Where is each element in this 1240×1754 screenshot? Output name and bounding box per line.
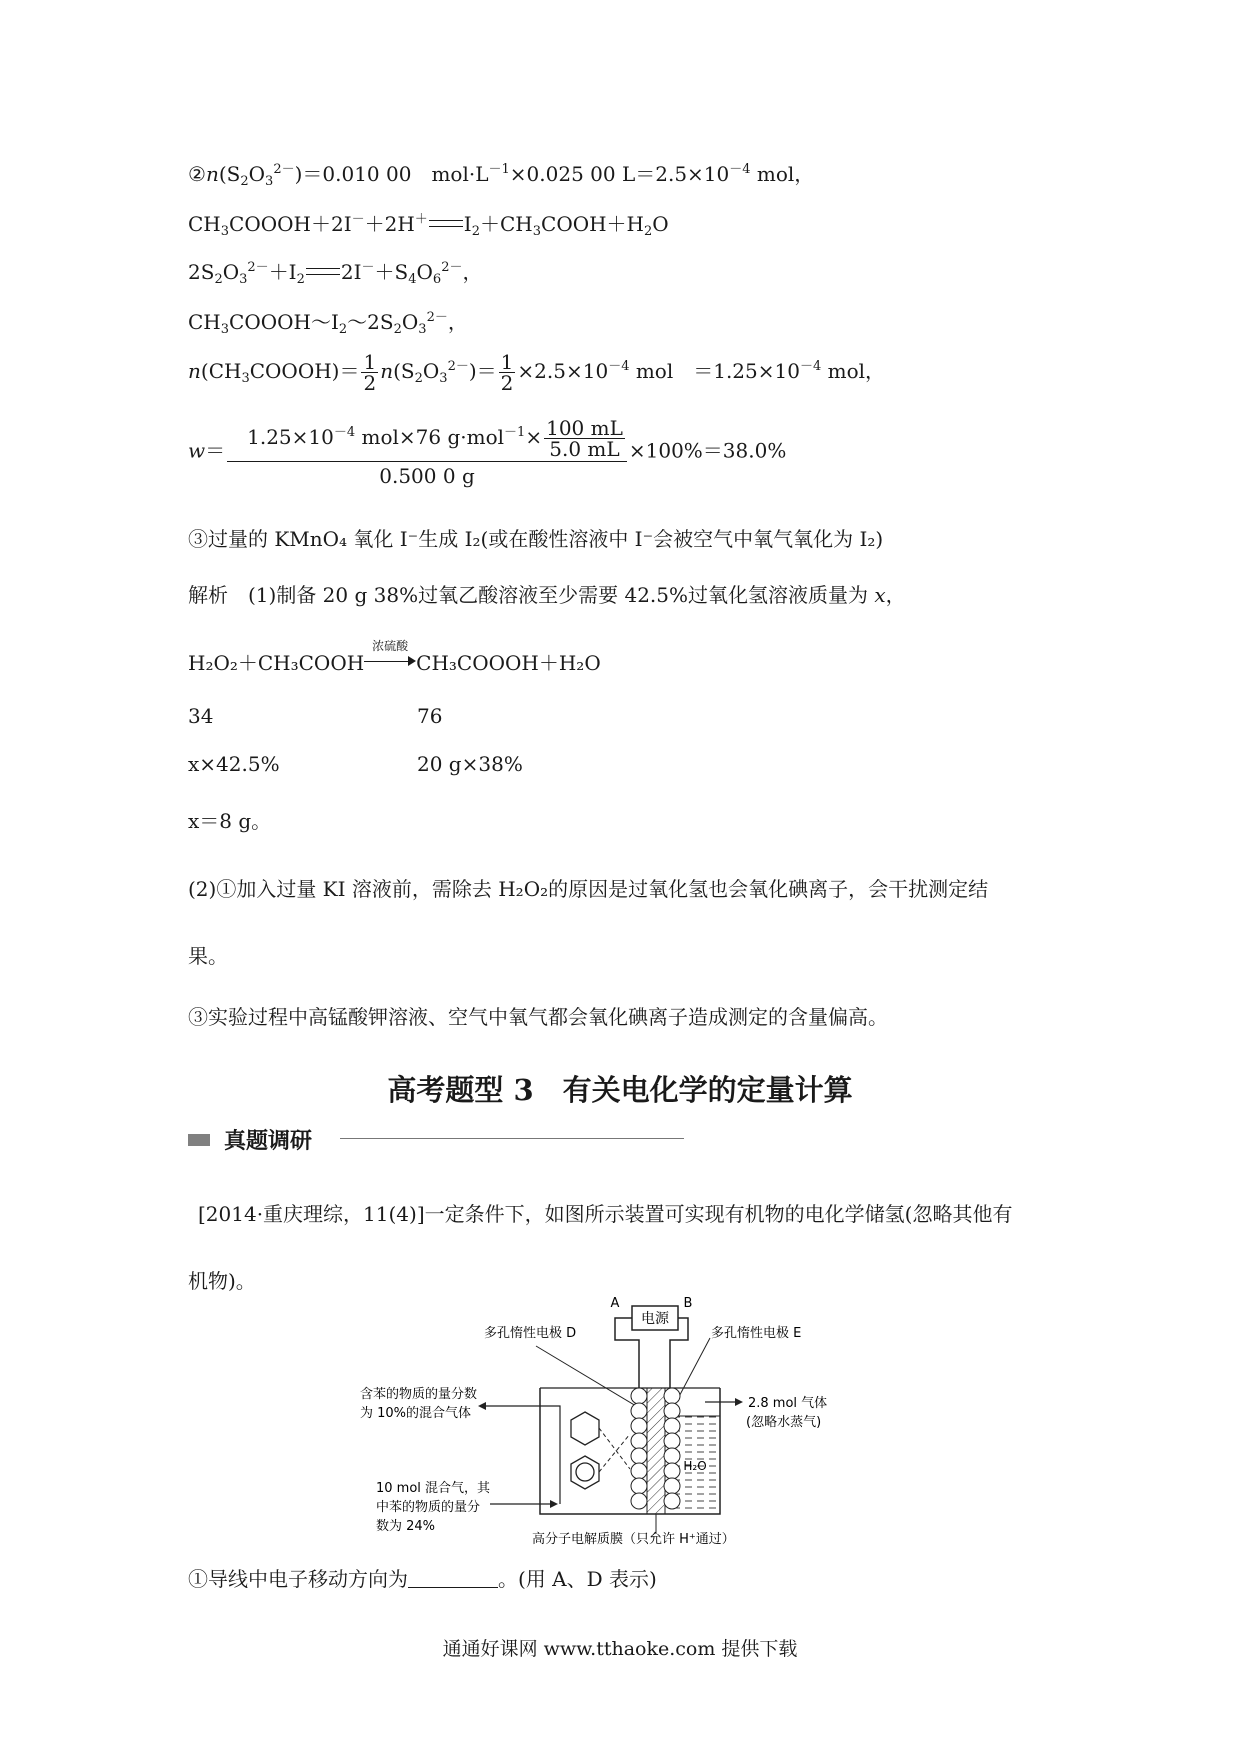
- text: (S: [393, 359, 415, 383]
- outlet-right-label-2: (忽略水蒸气): [746, 1415, 822, 1430]
- text: O: [248, 162, 266, 186]
- text: I: [463, 212, 472, 236]
- terminal-b: B: [683, 1296, 693, 1311]
- numerator: 1: [363, 350, 377, 374]
- denominator: 0.500 0 g: [379, 464, 475, 488]
- fraction-half: [499, 352, 516, 393]
- text: 2S: [188, 260, 215, 284]
- text: ，: [885, 583, 906, 607]
- line-13: (2)①加入过量 KI 溶液前，需除去 H₂O₂的原因是过氧化氢也会氧化碘离子，会干扰测定结: [188, 877, 989, 901]
- sub: 3: [532, 224, 542, 239]
- text: ×: [525, 425, 543, 449]
- section-subtitle: [188, 1124, 312, 1155]
- text: 1.25×10: [247, 425, 334, 449]
- sup: 2－: [247, 260, 269, 275]
- benzene-icon: [571, 1456, 599, 1489]
- denominator: 5.0 mL: [549, 437, 620, 461]
- numerator: [227, 418, 627, 462]
- sub: 2: [214, 272, 223, 287]
- line-1: [188, 162, 815, 189]
- text: ×2.5×10: [517, 359, 609, 383]
- fraction-half: [361, 352, 378, 393]
- text: ＋S: [374, 260, 409, 284]
- outlet-right-label-1: 2.8 mol 气体: [748, 1396, 828, 1411]
- sup: 2－: [273, 162, 295, 177]
- text: ①导线中电子移动方向为: [188, 1567, 408, 1591]
- text: ＋2H: [364, 212, 415, 236]
- text: O: [652, 212, 669, 236]
- fraction-volume: [544, 418, 625, 459]
- denominator: 2: [500, 371, 514, 395]
- line-15: ③实验过程中高锰酸钾溶液、空气中氧气都会氧化碘离子造成测定的含量偏高。: [188, 1005, 888, 1029]
- line-7: ③过量的 KMnO₄ 氧化 I⁻生成 I₂(或在酸性溶液中 I⁻会被空气中氧气氧化为 I₂): [188, 527, 884, 551]
- text: 真题调研: [224, 1128, 313, 1154]
- sub: 2: [338, 322, 348, 337]
- line-11a: x×42.5%: [188, 752, 280, 776]
- sub: 2: [414, 371, 423, 386]
- inlet-label-2: 中苯的物质的量分: [376, 1500, 481, 1515]
- sup: －: [351, 212, 365, 227]
- line-11b: 20 g×38%: [417, 752, 523, 776]
- line-8: [188, 585, 906, 605]
- text: (S: [218, 162, 241, 186]
- sub: 2: [296, 272, 305, 287]
- arrow-head-icon: [408, 656, 416, 666]
- sup: －4: [333, 425, 356, 440]
- sub: 3: [241, 371, 250, 386]
- sup: －1: [488, 162, 510, 177]
- text: mol ＝1.25×10: [629, 359, 800, 383]
- divider: [340, 1138, 684, 1139]
- text: mol×76 g·mol: [355, 425, 505, 449]
- sub: 3: [265, 174, 274, 189]
- sub: 3: [220, 224, 230, 239]
- line-3: [188, 260, 483, 287]
- electrode-d-label: 多孔惰性电极 D: [484, 1326, 577, 1341]
- text: ，: [462, 260, 483, 284]
- power-label: 电源: [641, 1311, 669, 1327]
- sub: 3: [239, 272, 248, 287]
- sub: 3: [220, 322, 230, 337]
- text: 。(用 A、D 表示): [498, 1567, 657, 1591]
- leader-d: [536, 1346, 636, 1406]
- water-label: H₂O: [683, 1459, 707, 1473]
- answer-blank[interactable]: [408, 1587, 498, 1588]
- text: (CH: [200, 359, 242, 383]
- text: )＝: [468, 359, 497, 383]
- text: ～2S: [347, 310, 394, 334]
- text: O: [422, 359, 440, 383]
- text: 解析 (1)制备 20 g 38%过氧乙酸溶液至少需要 42.5%过氧化氢溶液质量为: [188, 583, 875, 607]
- text: mol，: [821, 359, 886, 383]
- sub: 3: [418, 322, 427, 337]
- text: ＋I: [268, 260, 297, 284]
- line-2: [188, 212, 669, 239]
- text: n: [380, 359, 394, 383]
- cyclohexane-icon: [571, 1412, 599, 1445]
- sup: －1: [504, 425, 526, 440]
- sup: ＋: [414, 212, 428, 227]
- line-12: x＝8 g。: [188, 809, 272, 833]
- inlet-label-1: 10 mol 混合气，其: [376, 1481, 491, 1496]
- outlet-left-arrow-icon: [478, 1402, 486, 1410]
- inlet-arrow-icon: [550, 1500, 558, 1508]
- text: n: [205, 162, 219, 186]
- sup: －4: [799, 359, 822, 374]
- text: COOH＋H: [541, 212, 644, 236]
- denominator: 2: [363, 371, 377, 395]
- text: ②: [188, 162, 206, 186]
- text: CH: [188, 212, 221, 236]
- block-icon: [188, 1134, 210, 1146]
- question-line-1: [2014·重庆理综，11(4)]一定条件下，如图所示装置可实现有机物的电化学储氢(忽略其他有: [198, 1202, 1013, 1226]
- text: )＝0.010 00 mol·L: [294, 162, 489, 186]
- question-line-2: 机物)。: [188, 1269, 256, 1293]
- arrow-bar: [364, 661, 410, 662]
- question-1: [188, 1569, 657, 1589]
- text: ×100%＝38.0%: [628, 438, 787, 463]
- text: w: [188, 438, 206, 463]
- text: COOOH～I: [229, 310, 339, 334]
- text: ＝: [205, 438, 226, 463]
- line-9: [188, 639, 601, 675]
- dashed-link-1: [599, 1428, 630, 1469]
- sub: 2: [240, 174, 249, 189]
- outlet-right-arrow-icon: [735, 1398, 743, 1406]
- text: COOOH)＝: [249, 359, 360, 383]
- electrochemical-cell-diagram: [360, 1294, 880, 1546]
- text: x: [874, 583, 886, 607]
- terminal-a: A: [610, 1296, 620, 1311]
- text: mol，: [750, 162, 815, 186]
- electrode-e-label: 多孔惰性电极 E: [711, 1326, 802, 1341]
- footer: 通通好课网 www.tthaoke.com 提供下载: [442, 1638, 798, 1660]
- equals-sign: [306, 268, 340, 275]
- equals-sign: [429, 220, 463, 227]
- inlet-label-3: 数为 24%: [376, 1519, 436, 1534]
- numerator: 100 mL: [546, 416, 623, 440]
- text: ，: [447, 310, 468, 334]
- sup: 2－: [441, 260, 463, 275]
- text: H₂O₂＋CH₃COOH: [188, 651, 365, 675]
- fraction-w: [227, 418, 627, 486]
- text: 浓硫酸: [372, 639, 409, 653]
- line-10b: 76: [417, 704, 443, 728]
- text: CH: [188, 310, 221, 334]
- sup: －4: [608, 359, 630, 374]
- sub: 4: [408, 272, 417, 287]
- text: O: [401, 310, 419, 334]
- outlet-left-label-2: 为 10%的混合气体: [360, 1406, 472, 1421]
- recirc-line: [486, 1406, 560, 1504]
- w-formula: [188, 418, 786, 486]
- sup: 2－: [447, 359, 469, 374]
- text: 2I: [340, 260, 362, 284]
- section-title: 高考题型 3 有关电化学的定量计算: [387, 1073, 853, 1107]
- sub: 2: [471, 224, 480, 239]
- line-10a: 34: [188, 704, 214, 728]
- sub: 6: [432, 272, 442, 287]
- sub: 3: [439, 371, 448, 386]
- electrode-d: [631, 1388, 647, 1509]
- membrane-label: 高分子电解质膜（只允许 H⁺通过）: [532, 1532, 735, 1546]
- sup: －4: [729, 162, 751, 177]
- sup: 2－: [426, 310, 448, 325]
- text: ×0.025 00 L＝2.5×10: [509, 162, 730, 186]
- text: ＋CH: [479, 212, 533, 236]
- reaction-arrow: [364, 639, 416, 668]
- sub: 2: [644, 224, 653, 239]
- text: n: [188, 359, 201, 383]
- text: O: [222, 260, 240, 284]
- numerator: 1: [500, 350, 514, 374]
- line-5: [188, 352, 885, 393]
- outlet-left-label-1: 含苯的物质的量分数: [360, 1387, 478, 1402]
- text: CH₃COOOH＋H₂O: [416, 651, 601, 675]
- line-4: [188, 310, 468, 337]
- text: O: [416, 260, 433, 284]
- dashed-link-2: [599, 1434, 630, 1472]
- sup: －: [361, 260, 375, 275]
- sub: 2: [393, 322, 402, 337]
- line-14: 果。: [188, 944, 228, 968]
- text: COOOH＋2I: [229, 212, 352, 236]
- membrane: [647, 1388, 665, 1514]
